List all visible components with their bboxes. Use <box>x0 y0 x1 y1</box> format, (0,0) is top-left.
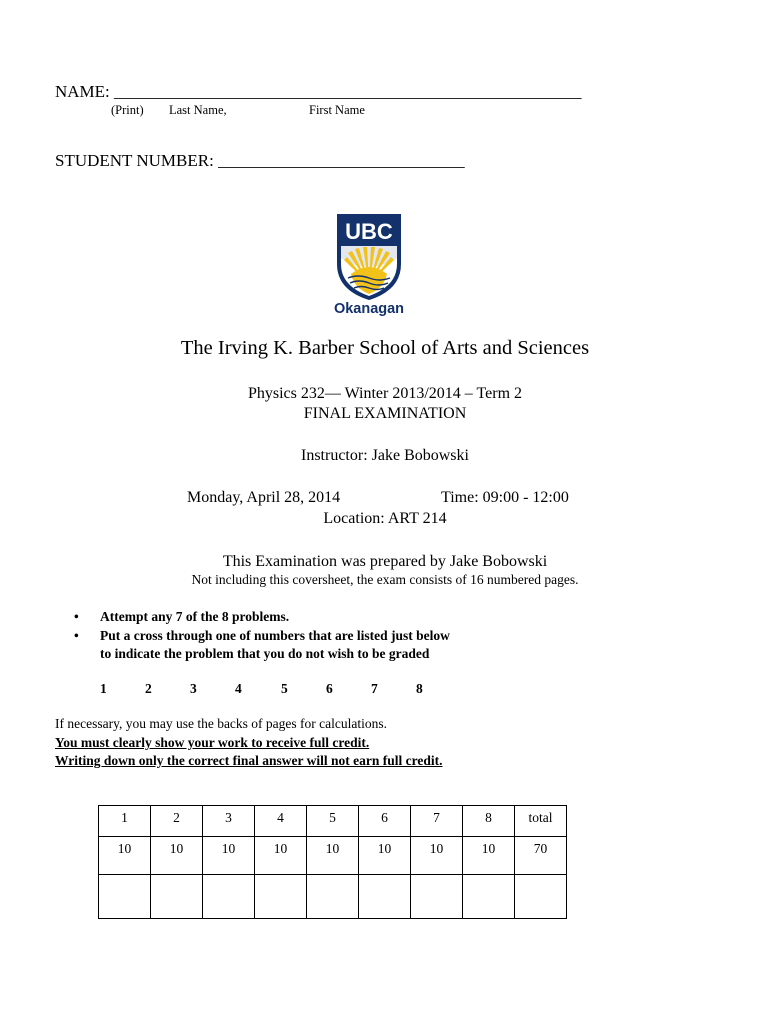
problem-number[interactable]: 6 <box>326 681 333 696</box>
table-header-cell: 7 <box>411 806 463 837</box>
table-cell: 10 <box>307 837 359 875</box>
score-entry-cell[interactable] <box>151 875 203 919</box>
problem-number[interactable]: 1 <box>100 681 107 696</box>
table-cell: 10 <box>151 837 203 875</box>
first-name-label: First Name <box>309 103 365 117</box>
print-label: (Print) <box>111 103 144 117</box>
score-table <box>98 805 567 919</box>
student-number-label: STUDENT NUMBER: <box>55 151 214 170</box>
student-number-field <box>55 151 465 171</box>
instruction-item: • Attempt any 7 of the 8 problems. <box>74 609 290 624</box>
table-cell: 70 <box>515 837 567 875</box>
exam-time: Time: 09:00 - 12:00 <box>441 489 569 506</box>
problem-number[interactable]: 7 <box>371 681 378 696</box>
problem-number[interactable]: 4 <box>235 681 242 696</box>
problem-number[interactable]: 2 <box>145 681 152 696</box>
score-entry-cell[interactable] <box>411 875 463 919</box>
problem-number[interactable]: 5 <box>281 681 288 696</box>
table-header-cell: 4 <box>255 806 307 837</box>
backs-note: If necessary, you may use the backs of pages for calculations. <box>55 716 388 731</box>
table-header-cell: 6 <box>359 806 411 837</box>
score-entry-cell[interactable] <box>515 875 567 919</box>
exam-title: FINAL EXAMINATION <box>303 405 467 422</box>
exam-date: Monday, April 28, 2014 <box>187 489 341 506</box>
table-header-cell: 1 <box>99 806 151 837</box>
pages-note: Not including this coversheet, the exam consists of 16 numbered pages. <box>191 572 579 587</box>
table-header-cell: 3 <box>203 806 255 837</box>
last-name-label: Last Name, <box>169 103 227 117</box>
logo-ubc-text: UBC <box>345 219 393 244</box>
instruction-continuation: to indicate the problem that you do not wish to be graded <box>100 646 430 661</box>
score-entry-cell[interactable] <box>307 875 359 919</box>
table-header-cell: total <box>515 806 567 837</box>
score-entry-cell[interactable] <box>203 875 255 919</box>
table-cell: 10 <box>203 837 255 875</box>
prepared-by: This Examination was prepared by Jake Bobowski <box>222 553 548 570</box>
student-number-blank[interactable]: _____________________________ <box>218 151 465 170</box>
bullet-icon: • <box>74 628 79 643</box>
problem-number-list <box>0 681 770 701</box>
name-field <box>55 82 582 102</box>
score-entry-cell[interactable] <box>463 875 515 919</box>
score-entry-cell[interactable] <box>255 875 307 919</box>
work-note-2: Writing down only the correct final answer will not earn full credit. <box>55 753 443 768</box>
instruction-item: • Put a cross through one of numbers that are listed just below <box>74 628 450 643</box>
problem-number[interactable]: 3 <box>190 681 197 696</box>
table-cell: 10 <box>359 837 411 875</box>
name-label: NAME: <box>55 82 110 101</box>
bullet-icon: • <box>74 609 79 624</box>
course-line: Physics 232— Winter 2013/2014 – Term 2 <box>247 385 523 402</box>
name-blank[interactable]: _______________________________________________________ <box>114 82 582 101</box>
table-header-cell: 2 <box>151 806 203 837</box>
table-header-cell: 8 <box>463 806 515 837</box>
table-score-entry-row <box>99 875 567 919</box>
instructor-line: Instructor: Jake Bobowski <box>301 447 469 464</box>
score-entry-cell[interactable] <box>359 875 411 919</box>
logo-campus-text: Okanagan <box>333 301 405 316</box>
table-header-cell: 5 <box>307 806 359 837</box>
exam-location: Location: ART 214 <box>323 510 447 527</box>
table-cell: 10 <box>411 837 463 875</box>
ubc-shield-icon <box>337 214 401 300</box>
school-name: The Irving K. Barber School of Arts and Sciences <box>180 337 590 359</box>
table-header-row <box>99 806 567 837</box>
table-max-points-row <box>99 837 567 875</box>
ubc-okanagan-logo <box>328 212 410 316</box>
table-cell: 10 <box>99 837 151 875</box>
score-entry-cell[interactable] <box>99 875 151 919</box>
table-cell: 10 <box>463 837 515 875</box>
table-cell: 10 <box>255 837 307 875</box>
work-note-1: You must clearly show your work to receive full credit. <box>55 735 370 750</box>
problem-number[interactable]: 8 <box>416 681 423 696</box>
